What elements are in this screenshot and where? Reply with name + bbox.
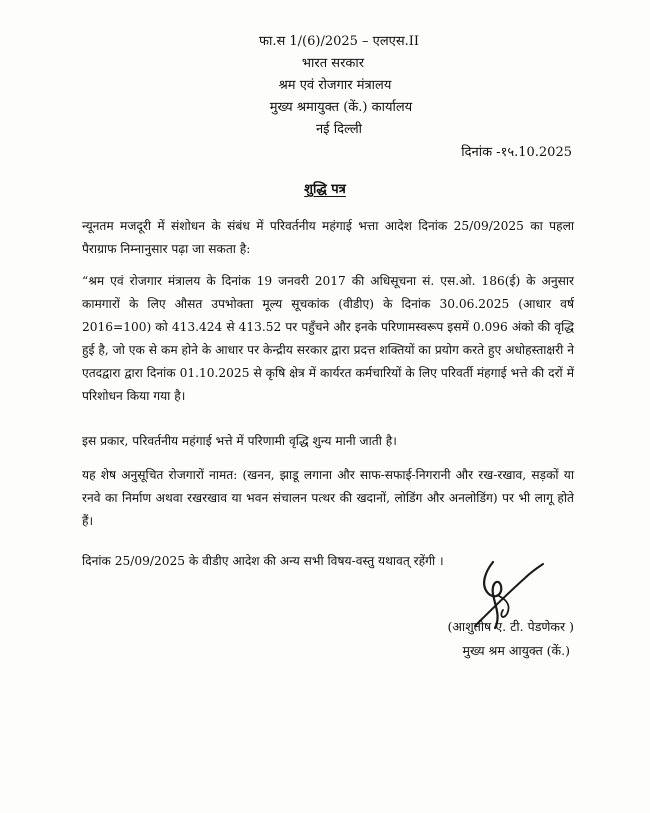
signatory-name: (आशुतोष ए. टी. पेडणेकर ) [447,619,574,634]
paragraph-applicability: यह शेष अनुसूचित रोजगारों नामत: (खनन, झाडू लगाना और साफ-सफाई-निगरानी और रख-रखाव, सड़कों या रनवे का निर्माण अथवा रखरखाव या भवन संचालन पत्थर की खदानों, लोडिंग और अनलोडिंग) पर भी लागू होते हैं। [82,468,574,528]
paragraph-closing: दिनांक 25/09/2025 के वीडीए आदेश की अन्य सभी विषय-वस्तु यथावत् रहेंगी । [82,554,444,568]
office-name: मुख्य श्रमायुक्त (कें.) कार्यालय [269,100,413,115]
paragraph-intro: न्यूनतम मजदूरी में संशोधन के संबंध में परिवर्तनीय महंगाई भत्ता आदेश दिनांक 25/09/2025 का पहला पैराग्राफ निम्नानुसार पढ़ा जा सकता है: [82,219,574,256]
paragraph-result: इस प्रकार, परिवर्तनीय महंगाई भत्ते में परिणामी वृद्धि शुन्य मानी जाती है। [82,434,397,448]
subject-text: शुद्धि पत्र [304,182,346,197]
document-date: दिनांक -१५.10.2025 [461,145,572,160]
paragraph-quoted: “श्रम एवं रोजगार मंत्रालय के दिनांक 19 जनवरी 2017 की अधिसूचना सं. एस.ओ. 186(ई) के अनुसार कामगारों के लिए औसत उपभोक्ता मूल्य सूचकांक (वीडीए) के दिनांक 30.06.2025 (आधार वर्ष 2016=100) को 413.424 से 413.52 पर पहुँचने और इनके परिणामस्वरूप इसमें 0.096 अंको की वृद्धि हुई है, जो एक से कम होने के आधार पर केन्द्रीय सरकार द्वारा प्रदत्त शक्तियों का प्रयोग करते हुए अधोहस्ताक्षरी ने एतदद्वारा द्वारा दिनांक 01.10.2025 से कृषि क्षेत्र में कार्यरत कर्मचारियों के लिए परिवर्ती मंहगाई भत्ते की दरों में परिशोधन किया गया है। [82,274,574,403]
document-subject [0,180,650,200]
city-name: नई दिल्ली [315,122,363,137]
file-number: फा.स 1/(6)/2025 – एलएस.II [258,34,420,49]
ministry-name: श्रम एवं रोजगार मंत्रालय [278,78,392,93]
signatory-designation: मुख्य श्रम आयुक्त (कें.) [462,643,570,658]
government-name: भारत सरकार [301,56,365,71]
